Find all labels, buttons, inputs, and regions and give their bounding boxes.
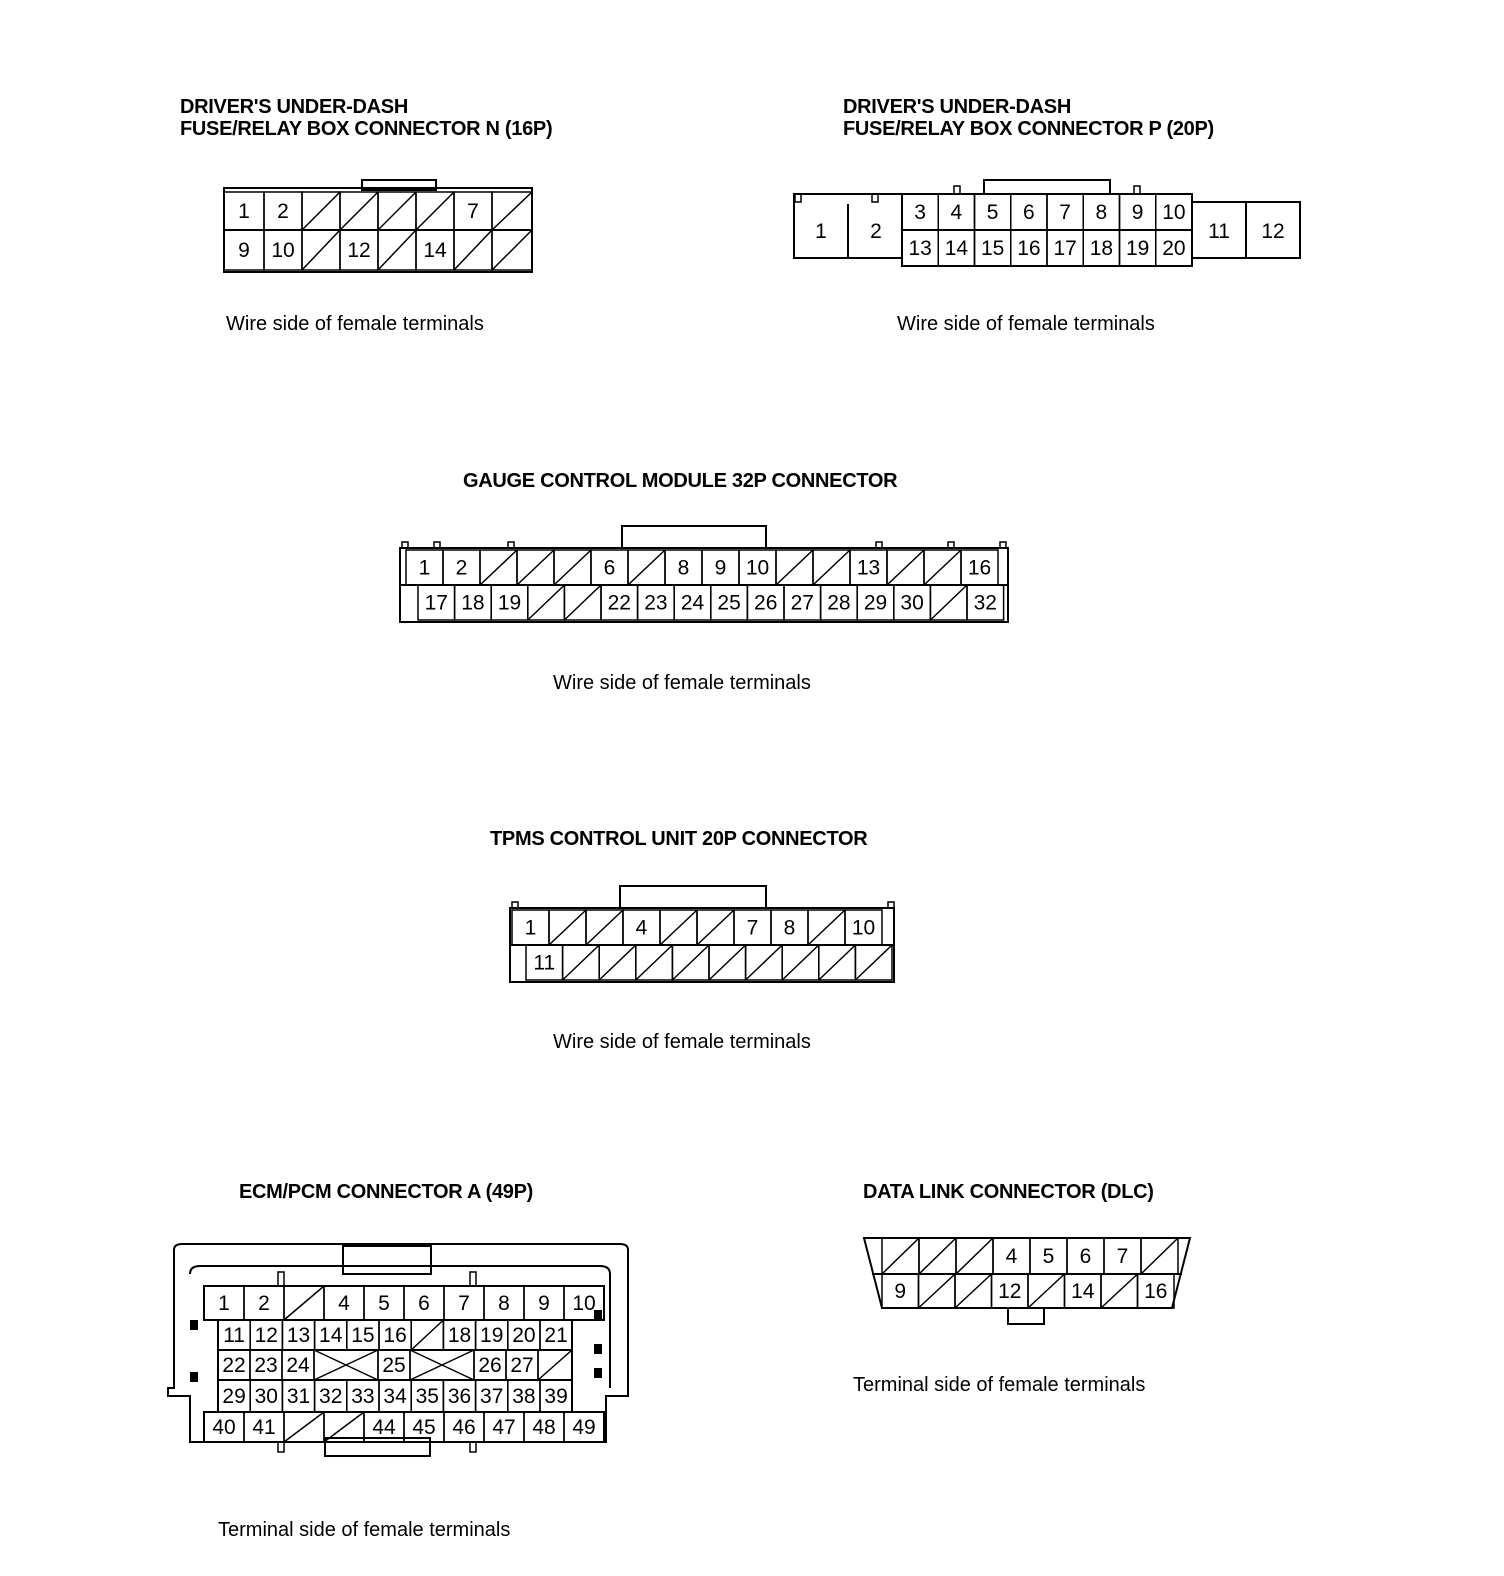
terminal-33 <box>347 1380 379 1412</box>
terminal-label: 32 <box>319 1385 343 1408</box>
terminal-5 <box>1030 1238 1067 1274</box>
terminal-label: 9 <box>238 239 250 262</box>
terminal-label: 15 <box>980 237 1005 260</box>
terminal-label: 18 <box>1089 237 1114 260</box>
terminal-blocked <box>410 1350 474 1380</box>
terminal-label: 8 <box>783 916 796 940</box>
terminal-label: 34 <box>383 1385 407 1408</box>
terminal-unused <box>411 1320 443 1350</box>
terminal-7 <box>454 192 492 230</box>
terminal-4 <box>324 1286 364 1320</box>
terminal-label: 17 <box>424 591 448 615</box>
ecm-connector-caption: Terminal side of female terminals <box>218 1519 511 1541</box>
terminal-label: 4 <box>950 201 963 224</box>
terminal-8 <box>771 910 808 945</box>
terminal-unused <box>528 585 565 620</box>
svg-text:25: 25 <box>382 1354 406 1377</box>
terminal-22 <box>218 1350 250 1380</box>
terminal-label: 13 <box>856 556 881 580</box>
terminal-label: 18 <box>461 591 485 615</box>
terminal-1 <box>204 1286 244 1320</box>
terminal-7 <box>1104 1238 1141 1274</box>
terminal-15 <box>975 230 1011 266</box>
terminal-7 <box>444 1286 484 1320</box>
terminal-26 <box>747 585 784 620</box>
terminal-16 <box>1138 1274 1175 1308</box>
terminal-label: 11 <box>533 951 556 975</box>
terminal-19 <box>491 585 528 620</box>
terminal-39 <box>540 1380 572 1412</box>
terminal-31 <box>282 1380 314 1412</box>
terminal-label: 2 <box>455 556 468 580</box>
connector-p-caption: Wire side of female terminals <box>897 313 1155 335</box>
terminal-24 <box>674 585 711 620</box>
terminal-6 <box>591 550 628 585</box>
connector-n-row2 <box>224 230 532 270</box>
terminal-2 <box>244 1286 284 1320</box>
connector-p-title-line1: DRIVER'S UNDER-DASH <box>843 96 1071 118</box>
terminal-10 <box>1156 194 1192 230</box>
terminal-label: 26 <box>754 591 778 615</box>
terminal-label: 35 <box>415 1385 439 1408</box>
connector-n-title-line2: FUSE/RELAY BOX CONNECTOR N (16P) <box>180 118 553 140</box>
terminal-27 <box>784 585 821 620</box>
terminal-13 <box>850 550 887 585</box>
terminal-label: 9 <box>894 1280 907 1303</box>
terminal-label: 19 <box>1125 237 1150 260</box>
terminal-label: 10 <box>572 1292 596 1315</box>
terminal-6 <box>1011 194 1047 230</box>
terminal-15 <box>347 1320 379 1350</box>
terminal-29 <box>218 1380 250 1412</box>
terminal-unused <box>924 550 961 585</box>
terminal-unused <box>599 945 636 980</box>
terminal-label: 30 <box>254 1385 278 1408</box>
terminal-label: 12 <box>347 239 371 262</box>
tpms-connector-row1 <box>512 910 882 945</box>
terminal-label: 5 <box>1042 1245 1055 1268</box>
terminal-unused <box>776 550 813 585</box>
terminal-unused <box>480 550 517 585</box>
terminal-18 <box>443 1320 475 1350</box>
terminal-label: 17 <box>1053 237 1077 260</box>
terminal-12 <box>250 1320 282 1350</box>
terminal-label: 1 <box>218 1292 230 1315</box>
terminal-12 <box>992 1274 1029 1308</box>
terminal-label: 9 <box>714 556 727 580</box>
terminal-label: 14 <box>423 239 447 262</box>
terminal-unused <box>302 192 340 230</box>
terminal-2 <box>264 192 302 230</box>
terminal-22 <box>601 585 638 620</box>
terminal-label: 19 <box>480 1324 504 1347</box>
terminal-unused <box>284 1286 324 1320</box>
terminal-2: 2 <box>870 220 882 243</box>
terminal-18 <box>455 585 492 620</box>
terminal-label: 16 <box>1144 1280 1168 1303</box>
terminal-23 <box>638 585 675 620</box>
terminal-label: 28 <box>827 591 851 615</box>
terminal-label: 25 <box>717 591 741 615</box>
terminal-10 <box>739 550 776 585</box>
terminal-4 <box>623 910 660 945</box>
terminal-label: 19 <box>497 591 522 615</box>
ecm-connector-row4 <box>218 1380 572 1412</box>
svg-text:22: 22 <box>222 1354 246 1377</box>
dlc-diagram <box>860 1232 1200 1332</box>
terminal-label: 1 <box>238 200 250 223</box>
terminal-label: 31 <box>286 1385 311 1408</box>
terminal-unused <box>1141 1238 1178 1274</box>
terminal-24 <box>282 1350 314 1380</box>
terminal-26 <box>474 1350 506 1380</box>
terminal-16 <box>961 550 998 585</box>
terminal-17 <box>418 585 455 620</box>
terminal-32 <box>315 1380 347 1412</box>
terminal-label: 3 <box>914 201 926 224</box>
terminal-unused <box>563 945 600 980</box>
svg-text:27: 27 <box>510 1354 534 1377</box>
terminal-label: 14 <box>1071 1280 1095 1303</box>
terminal-14 <box>416 230 454 270</box>
terminal-unused <box>549 910 586 945</box>
terminal-14 <box>315 1320 347 1350</box>
terminal-label: 23 <box>644 591 668 615</box>
connector-n-row1 <box>224 192 532 230</box>
terminal-label: 10 <box>271 239 295 262</box>
terminal-25 <box>711 585 748 620</box>
terminal-unused <box>284 1412 324 1442</box>
terminal-37 <box>476 1380 508 1412</box>
terminal-7 <box>734 910 771 945</box>
terminal-unused <box>378 230 416 270</box>
terminal-label: 41 <box>252 1416 276 1439</box>
connector-n-title <box>180 96 552 140</box>
terminal-label: 13 <box>908 237 932 260</box>
terminal-unused <box>378 192 416 230</box>
ecm-connector-row2 <box>218 1320 572 1350</box>
terminal-unused <box>709 945 746 980</box>
connector-p-diagram <box>790 172 1310 272</box>
terminal-29 <box>857 585 894 620</box>
terminal-label: 1 <box>418 556 431 580</box>
terminal-34 <box>379 1380 411 1412</box>
terminal-unused <box>1101 1274 1138 1308</box>
gauge-connector-caption: Wire side of female terminals <box>553 672 811 694</box>
connector-p-title <box>843 96 1214 140</box>
terminal-12 <box>340 230 378 270</box>
terminal-unused <box>302 230 340 270</box>
terminal-47 <box>484 1412 524 1442</box>
terminal-label: 21 <box>544 1324 568 1347</box>
terminal-unused <box>855 945 892 980</box>
terminal-40 <box>204 1412 244 1442</box>
ecm-connector-row5 <box>204 1412 604 1442</box>
terminal-label: 9 <box>538 1292 550 1315</box>
terminal-label: 7 <box>467 200 479 223</box>
terminal-label: 16 <box>967 556 992 580</box>
terminal-label: 10 <box>745 556 770 580</box>
terminal-13 <box>282 1320 314 1350</box>
terminal-4 <box>938 194 974 230</box>
terminal-label: 44 <box>372 1416 396 1439</box>
terminal-11: 11 <box>1208 220 1230 243</box>
terminal-label: 6 <box>418 1292 430 1315</box>
terminal-label: 6 <box>1079 1245 1092 1268</box>
dlc-caption: Terminal side of female terminals <box>853 1374 1146 1396</box>
connector-p-row2 <box>902 230 1192 266</box>
terminal-label: 24 <box>680 591 705 615</box>
terminal-14 <box>1065 1274 1102 1308</box>
terminal-unused <box>586 910 623 945</box>
terminal-unused <box>554 550 591 585</box>
terminal-label: 29 <box>222 1385 246 1408</box>
terminal-unused <box>636 945 673 980</box>
terminal-label: 38 <box>512 1385 536 1408</box>
tpms-connector-caption: Wire side of female terminals <box>553 1031 811 1053</box>
terminal-label: 4 <box>338 1292 350 1315</box>
terminal-label: 7 <box>746 916 759 940</box>
terminal-13 <box>902 230 938 266</box>
terminal-label: 8 <box>677 556 690 580</box>
terminal-unused <box>492 192 532 230</box>
terminal-18 <box>1083 230 1119 266</box>
terminal-9 <box>1120 194 1156 230</box>
terminal-30 <box>250 1380 282 1412</box>
terminal-label: 6 <box>603 556 616 580</box>
terminal-label: 7 <box>1116 1245 1129 1268</box>
terminal-10 <box>845 910 882 945</box>
terminal-41 <box>244 1412 284 1442</box>
terminal-unused <box>919 1238 956 1274</box>
terminal-unused <box>1028 1274 1065 1308</box>
terminal-2 <box>443 550 480 585</box>
terminal-label: 4 <box>1005 1245 1018 1268</box>
terminal-label: 16 <box>383 1324 407 1347</box>
terminal-label: 1 <box>524 916 537 940</box>
terminal-14 <box>938 230 974 266</box>
terminal-1 <box>406 550 443 585</box>
terminal-label: 2 <box>277 200 289 223</box>
terminal-9 <box>524 1286 564 1320</box>
terminal-17 <box>1047 230 1083 266</box>
terminal-5 <box>364 1286 404 1320</box>
terminal-label: 39 <box>544 1385 568 1408</box>
terminal-1: 1 <box>815 220 827 243</box>
terminal-16 <box>1011 230 1047 266</box>
svg-text:24: 24 <box>286 1354 310 1377</box>
terminal-8 <box>665 550 702 585</box>
connector-n-caption: Wire side of female terminals <box>226 313 484 335</box>
terminal-unused <box>808 910 845 945</box>
terminal-unused <box>697 910 734 945</box>
terminal-16 <box>379 1320 411 1350</box>
terminal-label: 8 <box>1095 201 1108 224</box>
terminal-blocked <box>314 1350 378 1380</box>
connector-n-diagram <box>210 170 550 280</box>
terminal-19 <box>476 1320 508 1350</box>
terminal-19 <box>1120 230 1156 266</box>
terminal-unused <box>919 1274 956 1308</box>
terminal-label: 10 <box>851 916 876 940</box>
terminal-label: 12 <box>998 1280 1022 1303</box>
gauge-connector-row2 <box>418 585 1004 620</box>
terminal-unused <box>930 585 967 620</box>
terminal-label: 16 <box>1017 237 1041 260</box>
terminal-label: 7 <box>1059 201 1071 224</box>
terminal-6 <box>1067 1238 1104 1274</box>
terminal-label: 14 <box>944 237 969 260</box>
ecm-connector-diagram <box>160 1238 640 1468</box>
terminal-unused <box>813 550 850 585</box>
terminal-label: 36 <box>447 1385 472 1408</box>
terminal-30 <box>894 585 931 620</box>
terminal-label: 20 <box>512 1324 536 1347</box>
tpms-connector-row2 <box>526 945 892 980</box>
terminal-21 <box>540 1320 572 1350</box>
dlc-title: DATA LINK CONNECTOR (DLC) <box>863 1181 1154 1203</box>
terminal-label: 14 <box>319 1324 343 1347</box>
terminal-label: 5 <box>986 201 999 224</box>
terminal-unused <box>517 550 554 585</box>
terminal-4 <box>993 1238 1030 1274</box>
terminal-unused <box>416 192 454 230</box>
terminal-unused <box>660 910 697 945</box>
terminal-1 <box>512 910 549 945</box>
terminal-9 <box>224 230 264 270</box>
terminal-label: 6 <box>1023 201 1035 224</box>
terminal-7 <box>1047 194 1083 230</box>
terminal-20 <box>508 1320 540 1350</box>
terminal-48 <box>524 1412 564 1442</box>
terminal-unused <box>746 945 783 980</box>
terminal-unused <box>887 550 924 585</box>
terminal-12: 12 <box>1261 220 1285 243</box>
terminal-unused <box>564 585 601 620</box>
terminal-unused <box>956 1238 993 1274</box>
tpms-connector-diagram <box>506 880 906 980</box>
terminal-unused <box>454 230 492 270</box>
dlc-row1 <box>882 1238 1178 1274</box>
terminal-36 <box>443 1380 475 1412</box>
tpms-connector-title: TPMS CONTROL UNIT 20P CONNECTOR <box>490 828 868 850</box>
connector-n-title-line1: DRIVER'S UNDER-DASH <box>180 96 408 118</box>
terminal-label: 22 <box>607 591 631 615</box>
terminal-23 <box>250 1350 282 1380</box>
terminal-label: 9 <box>1131 201 1144 224</box>
terminal-25 <box>378 1350 410 1380</box>
terminal-unused <box>672 945 709 980</box>
terminal-label: 29 <box>863 591 888 615</box>
terminal-label: 2 <box>258 1292 270 1315</box>
gauge-connector-diagram <box>396 520 1016 630</box>
terminal-label: 49 <box>572 1416 596 1439</box>
terminal-label: 40 <box>212 1416 236 1439</box>
terminal-unused <box>340 192 378 230</box>
terminal-label: 20 <box>1162 237 1186 260</box>
terminal-8 <box>1083 194 1119 230</box>
terminal-1 <box>224 192 264 230</box>
svg-text:23: 23 <box>254 1354 278 1377</box>
terminal-3 <box>902 194 938 230</box>
gauge-connector-title: GAUGE CONTROL MODULE 32P CONNECTOR <box>463 470 898 492</box>
terminal-label: 13 <box>286 1324 311 1347</box>
terminal-label: 12 <box>254 1324 278 1347</box>
terminal-38 <box>508 1380 540 1412</box>
terminal-label: 27 <box>790 591 814 615</box>
terminal-8 <box>484 1286 524 1320</box>
terminal-6 <box>404 1286 444 1320</box>
terminal-28 <box>821 585 858 620</box>
terminal-label: 8 <box>498 1292 510 1315</box>
gauge-connector-row1 <box>406 550 998 585</box>
terminal-10 <box>264 230 302 270</box>
terminal-27 <box>506 1350 538 1380</box>
terminal-label: 10 <box>1162 201 1186 224</box>
connector-p-title-line2: FUSE/RELAY BOX CONNECTOR P (20P) <box>843 118 1214 140</box>
terminal-label: 18 <box>447 1324 472 1347</box>
terminal-46 <box>444 1412 484 1442</box>
terminal-label: 7 <box>458 1292 470 1315</box>
terminal-unused <box>538 1350 572 1380</box>
ecm-connector-title: ECM/PCM CONNECTOR A (49P) <box>239 1181 534 1203</box>
connector-p-row1 <box>902 194 1192 230</box>
dlc-row2 <box>882 1274 1174 1308</box>
terminal-unused <box>882 1238 919 1274</box>
terminal-label: 46 <box>452 1416 476 1439</box>
terminal-label: 11 <box>223 1324 246 1347</box>
terminal-unused <box>782 945 819 980</box>
terminal-9 <box>882 1274 919 1308</box>
terminal-unused <box>955 1274 992 1308</box>
terminal-unused <box>492 230 532 270</box>
terminal-label: 37 <box>480 1385 504 1408</box>
terminal-5 <box>975 194 1011 230</box>
terminal-unused <box>628 550 665 585</box>
svg-text:26: 26 <box>478 1354 502 1377</box>
terminal-32 <box>967 585 1004 620</box>
terminal-11 <box>218 1320 250 1350</box>
terminal-label: 4 <box>635 916 648 940</box>
terminal-label: 33 <box>351 1385 375 1408</box>
terminal-35 <box>411 1380 443 1412</box>
terminal-label: 48 <box>532 1416 556 1439</box>
terminal-11 <box>526 945 563 980</box>
terminal-49 <box>564 1412 604 1442</box>
terminal-label: 5 <box>378 1292 390 1315</box>
terminal-unused <box>819 945 856 980</box>
terminal-label: 32 <box>973 591 997 615</box>
terminal-20 <box>1156 230 1192 266</box>
terminal-9 <box>702 550 739 585</box>
terminal-label: 15 <box>351 1324 375 1347</box>
ecm-connector-row1 <box>204 1286 604 1320</box>
ecm-connector-row3 <box>218 1350 572 1380</box>
terminal-label: 47 <box>492 1416 516 1439</box>
terminal-label: 45 <box>412 1416 436 1439</box>
terminal-label: 30 <box>900 591 924 615</box>
